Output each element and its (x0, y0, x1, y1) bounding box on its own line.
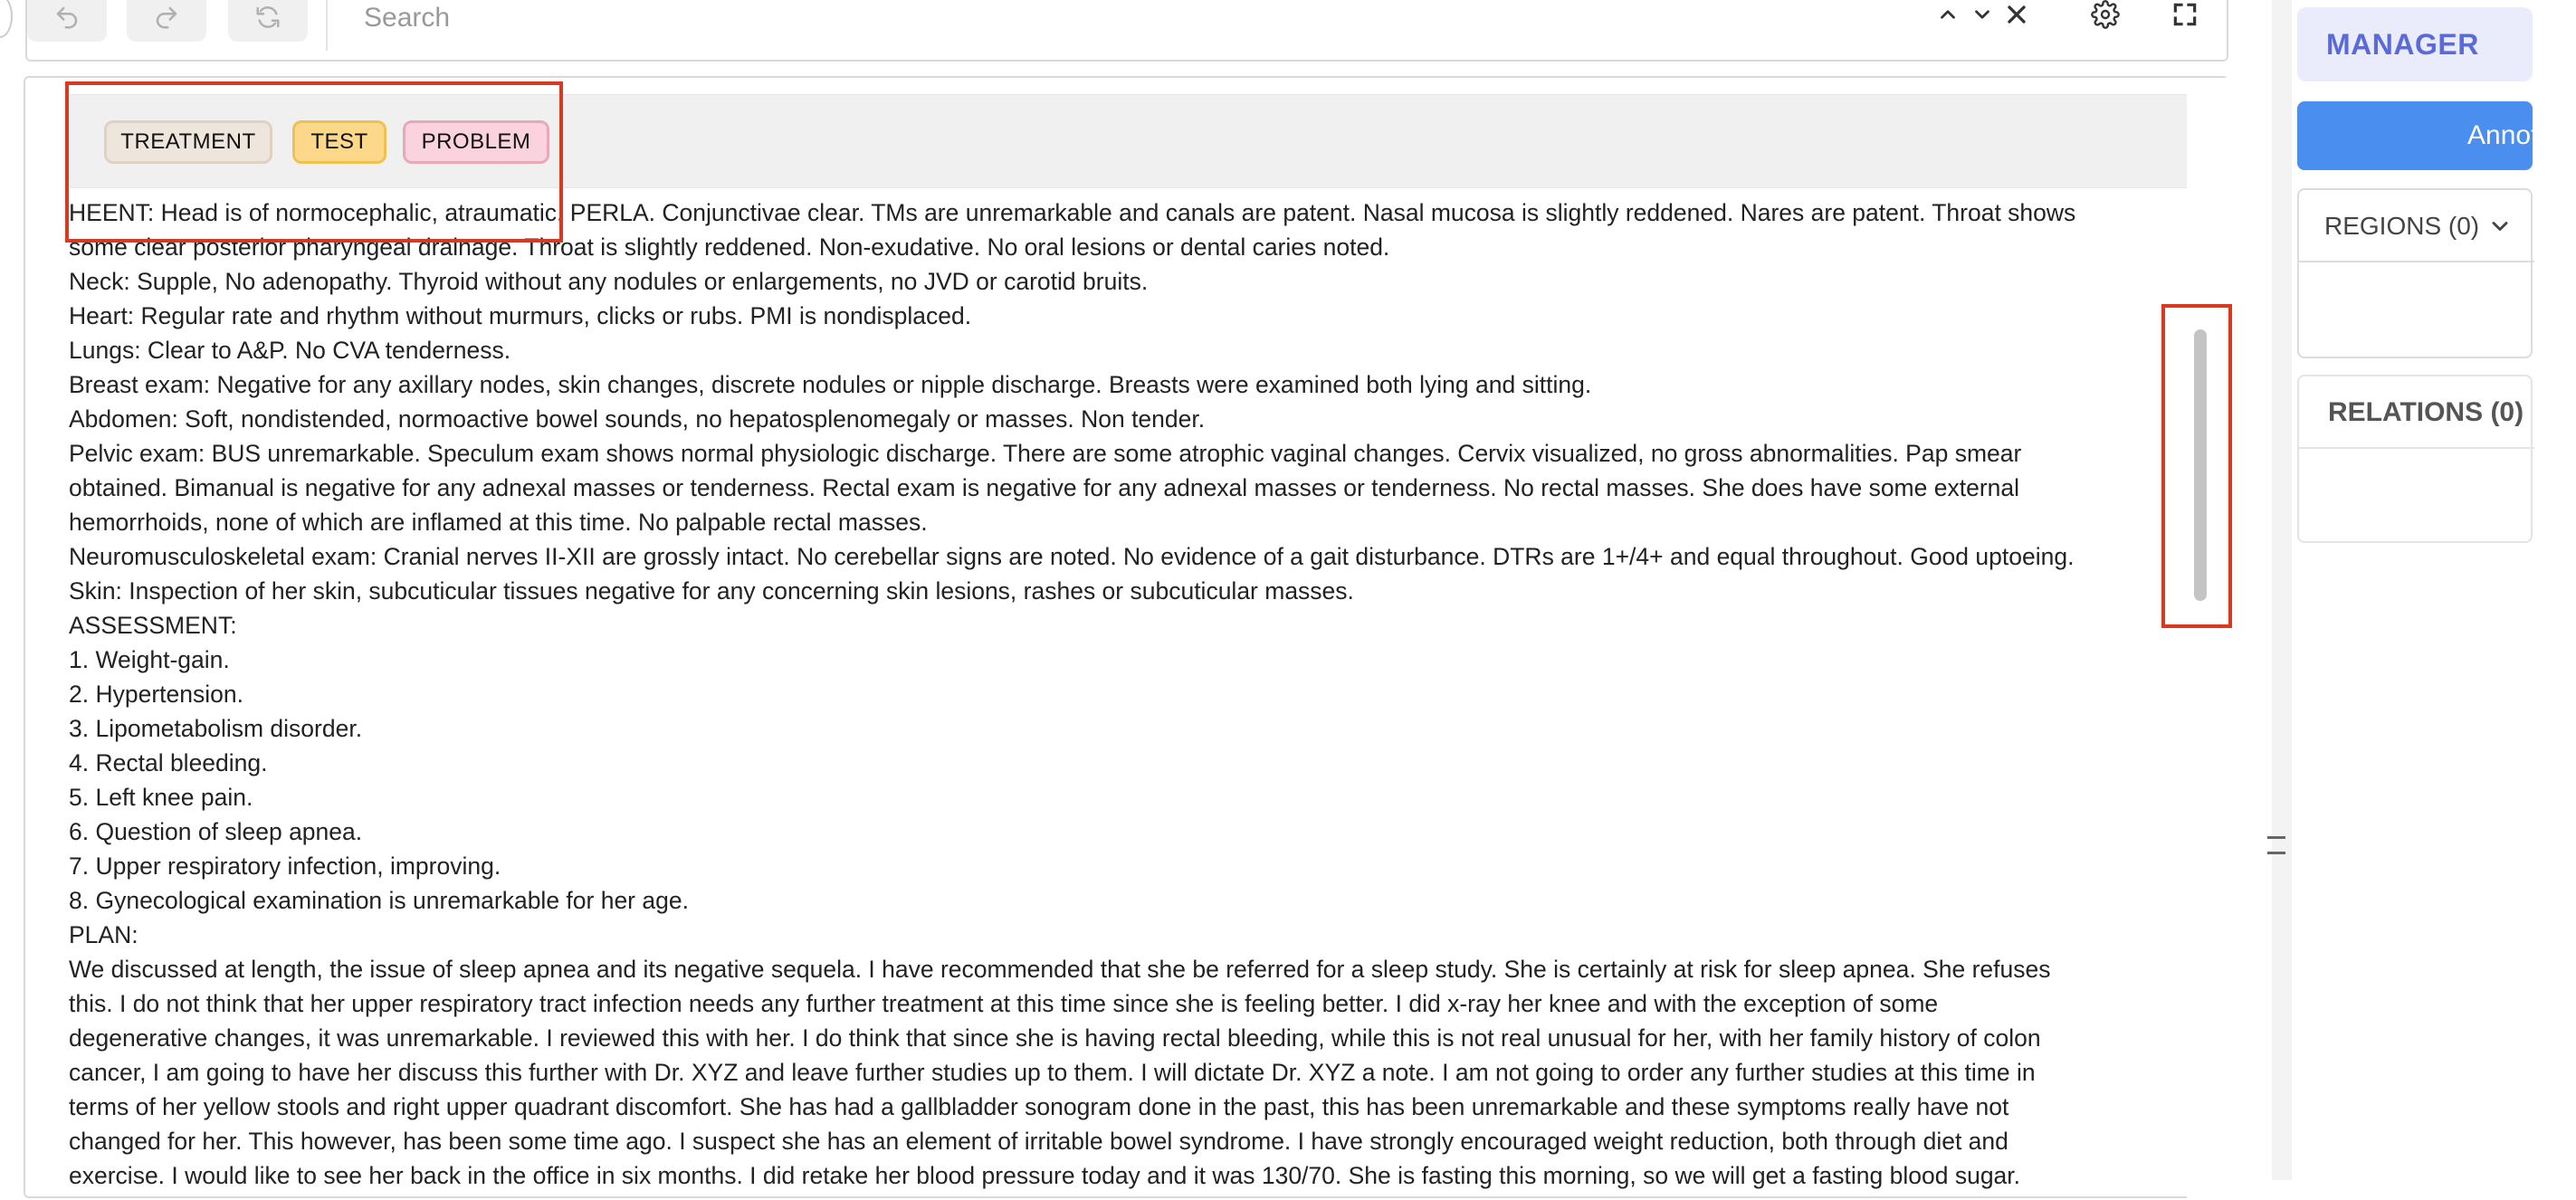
collapse-handle[interactable] (0, 0, 13, 38)
regions-label: REGIONS (0) (2324, 212, 2480, 240)
chevron-down-icon[interactable] (2487, 214, 2513, 239)
document-line: some clear posterior pharyngeal drainage. Throat is slightly reddened. Non-exudative. No oral lesions or dental caries noted. (69, 233, 1390, 261)
redo-icon (153, 4, 180, 35)
document-line: this. I do not think that her upper respiratory tract infection needs any further treatment at this time since she is feeling better. I did x-ray her knee and with the exception of some (69, 990, 1939, 1017)
undo-icon (53, 4, 81, 35)
close-icon (2002, 0, 2031, 33)
document-line: 2. Hypertension. (69, 681, 243, 708)
document-line: Neck: Supple, No adenopathy. Thyroid without any nodules or enlargements, no JVD or carotid bruits. (69, 268, 1149, 295)
label-test[interactable]: TEST (292, 120, 386, 164)
annotate-button[interactable]: Annotate (2297, 101, 2533, 170)
search-clear-button[interactable] (1997, 0, 2037, 34)
search-input[interactable] (364, 0, 1921, 40)
document-line: Lungs: Clear to A&P. No CVA tenderness. (69, 337, 511, 364)
tab-manager[interactable]: MANAGER (2297, 7, 2533, 81)
regions-panel (2297, 188, 2533, 358)
document-line: We discussed at length, the issue of sleep apnea and its negative sequela. I have recommended that she be referred for a sleep study. She is certainly at risk for sleep apnea. She refuses (69, 956, 2051, 983)
document-line: 5. Left knee pain. (69, 784, 253, 811)
pane-divider[interactable] (2272, 0, 2292, 1180)
label-treatment[interactable]: TREATMENT (104, 120, 272, 164)
settings-button[interactable] (2085, 0, 2125, 34)
document-line: terms of her yellow stools and right upper quadrant discomfort. She has had a gallbladder sonogram done in the past, this has been unremarkable and these symptoms really have not (69, 1093, 2009, 1120)
reset-icon (254, 4, 281, 35)
document-line: Abdomen: Soft, nondistended, normoactive bowel sounds, no hepatosplenomegaly or masses. Non tender. (69, 405, 1206, 433)
chevron-down-icon (1970, 3, 1994, 31)
document-line: PLAN: (69, 921, 138, 948)
gear-icon (2091, 0, 2120, 33)
document-line: ASSESSMENT: (69, 612, 237, 639)
labels-bar (67, 94, 2194, 188)
document-line: changed for her. This however, has been some time ago. I suspect she has an element of irritable bowel syndrome. I have strongly encouraged weight reduction, both through diet and (69, 1128, 2008, 1155)
document-line: 1. Weight-gain. (69, 646, 230, 673)
toolbar-separator (326, 0, 328, 51)
fullscreen-button[interactable] (2165, 0, 2205, 34)
document-line: exercise. I would like to see her back in the office in six months. I did retake her blood pressure today and it was 130/70. She is fasting this morning, so we will get a fasting blood sugar. (69, 1162, 2021, 1189)
document-line: obtained. Bimanual is negative for any adnexal masses or tenderness. Rectal exam is negative for any adnexal masses or tenderness. No rectal masses. She does have some external (69, 474, 2020, 501)
redo-button[interactable] (127, 0, 206, 42)
document-line: 3. Lipometabolism disorder. (69, 715, 363, 742)
document-line: degenerative changes, it was unremarkable. I reviewed this with her. I do think that since she is having rectal bleeding, while this is not real unusual for her, with her family history of colon (69, 1024, 2041, 1052)
fullscreen-icon (2171, 0, 2199, 33)
document-line: cancer, I am going to have her discuss this further with Dr. XYZ and leave further studies up to them. I will dictate Dr. XYZ a note. I am not going to order any further studies at this time in (69, 1059, 2036, 1086)
resize-handle-icon[interactable] (2267, 836, 2285, 858)
toolbar (25, 0, 2228, 62)
scrollbar-thumb[interactable] (2194, 329, 2207, 601)
document-line: Pelvic exam: BUS unremarkable. Speculum exam shows normal physiologic discharge. There are some atrophic vaginal changes. Cervix visualized, no gross abnormalities. Pap smear (69, 440, 2022, 467)
relations-panel (2297, 375, 2533, 543)
document-line: Neuromusculoskeletal exam: Cranial nerves II-XII are grossly intact. No cerebellar signs are noted. No evidence of a gait disturbance. DTRs are 1+/4+ and equal throughout. Good uptoeing. (69, 543, 2075, 570)
document-line: Heart: Regular rate and rhythm without murmurs, clicks or rubs. PMI is nondisplaced. (69, 302, 972, 329)
document-editor (24, 76, 2228, 1198)
document-line: 4. Rectal bleeding. (69, 749, 268, 776)
reset-button[interactable] (228, 0, 308, 42)
document-line: Skin: Inspection of her skin, subcuticular tissues negative for any concerning skin lesions, rashes or subcuticular masses. (69, 577, 1354, 605)
relations-label: RELATIONS (0) (2328, 397, 2524, 427)
relations-header[interactable] (2299, 376, 2534, 449)
label-problem[interactable]: PROBLEM (403, 120, 549, 164)
scrollbar-track[interactable] (2187, 78, 2228, 1200)
undo-button[interactable] (27, 0, 107, 42)
document-line: HEENT: Head is of normocephalic, atraumatic. PERLA. Conjunctivae clear. TMs are unremarkable and canals are patent. Nasal mucosa is slightly reddened. Nares are patent. Throat shows (69, 199, 2076, 226)
document-line: 8. Gynecological examination is unremarkable for her age. (69, 887, 689, 914)
document-line: 6. Question of sleep apnea. (69, 818, 363, 845)
document-line: hemorrhoids, none of which are inflamed at this time. No palpable rectal masses. (69, 509, 928, 536)
chevron-up-icon (1936, 3, 1960, 31)
document-line: 7. Upper respiratory infection, improving. (69, 852, 501, 880)
document-text[interactable] (69, 195, 2183, 1193)
right-panel (2292, 0, 2576, 1180)
document-line: Breast exam: Negative for any axillary nodes, skin changes, discrete nodules or nipple discharge. Breasts were examined both lying and sitting. (69, 371, 1592, 398)
